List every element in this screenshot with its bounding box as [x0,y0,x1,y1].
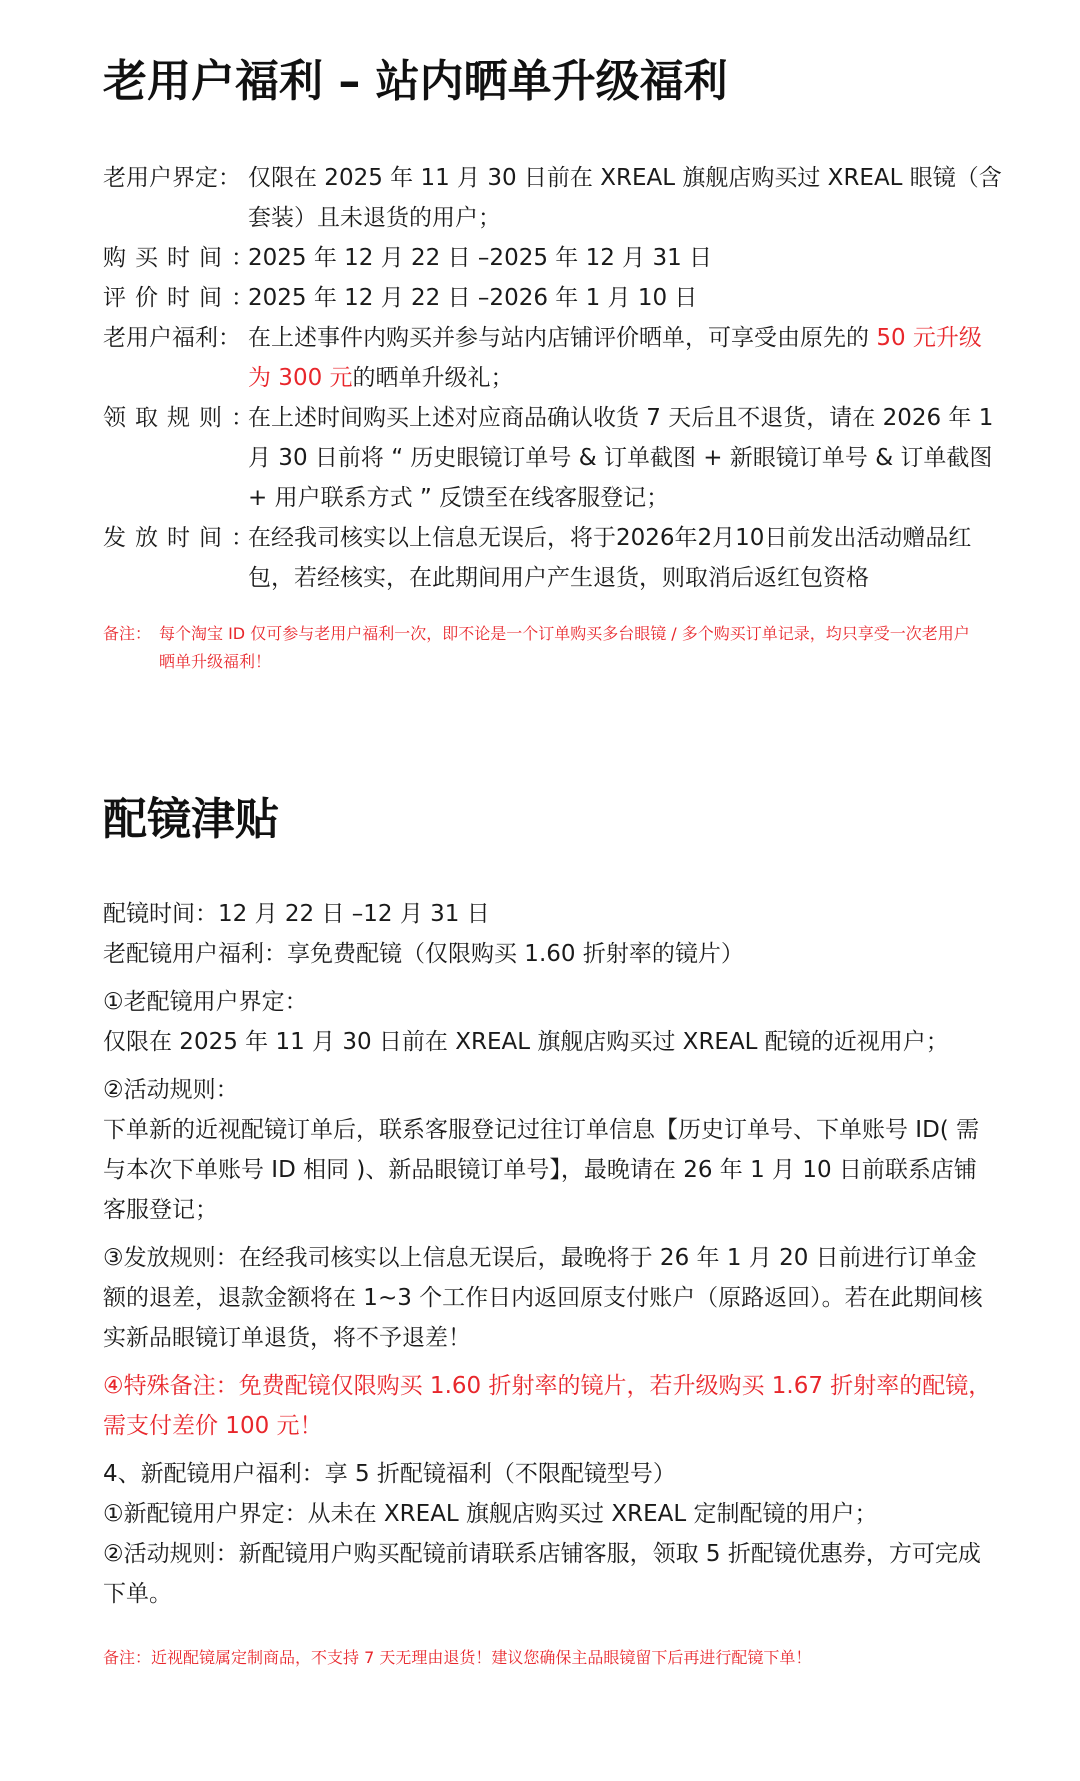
row-claim-rules [103,398,1003,518]
row-old-user-definition [103,158,1003,238]
new-user-definition: ①新配镜用户界定：从未在 XREAL 旗舰店购买过 XREAL 定制配镜的用户； [103,1501,878,1527]
note-label: 备注： [103,624,152,643]
fitting-time: 配镜时间：12 月 22 日 –12 月 31 日 [103,901,490,927]
row-review-time [103,278,1003,318]
special-note-text: ④特殊备注：免费配镜仅限购买 1.60 折射率的镜片，若升级购买 1.67 折射率的配镜，需支付差价 100 元！ [103,1373,992,1439]
row-label: 老用户界定： [103,165,241,191]
row-value [248,318,1003,398]
section2-note: 备注：近视配镜属定制商品，不支持 7 天无理由退货！建议您确保主品眼镜留下后再进行配镜下单！ [103,1648,812,1667]
benefit-highlight: 50 元升级为 300 元 [248,325,982,391]
row-purchase-time [103,238,1003,278]
row-issue-time [103,518,1003,598]
row-label: 购买时间： [103,245,263,271]
row-label: 发放时间： [103,525,263,551]
row-label: 评价时间： [103,285,263,311]
activity-rules-title: ②活动规则： [103,1077,239,1103]
issue-rules-text: ③发放规则：在经我司核实以上信息无误后，最晚将于 26 年 1 月 20 日前进行订单金额的退差，退款金额将在 1~3 个工作日内返回原支付账户（原路返回）。若在此期间核实新品眼镜订单退货，将不予退差！ [103,1245,983,1351]
row-old-user-benefit [103,318,1003,398]
new-user-activity-rules: ②活动规则：新配镜用户购买配镜前请联系店铺客服，领取 5 折配镜优惠券，方可完成下单。 [103,1541,981,1607]
new-user-benefit-title: 4、新配镜用户福利：享 5 折配镜福利（不限配镜型号） [103,1461,676,1487]
row-label: 老用户福利： [103,325,241,351]
row-value: 仅限在 2025 年 11 月 30 日前在 XREAL 旗舰店购买过 XREAL 眼镜（含套装）且未退货的用户； [248,165,1002,231]
row-value: 在上述时间购买上述对应商品确认收货 7 天后且不退货，请在 2026 年 1 月 30 日前将 “ 历史眼镜订单号 & 订单截图 + 新眼镜订单号 & 订单截图 + 用户联系方式 ” 反馈至在线客服登记； [248,405,994,511]
benefit-text: 在上述事件内购买并参与站内店铺评价晒单，可享受由原先的 [248,325,877,351]
benefit-text-suffix: 的晒单升级礼； [352,365,514,391]
section1-title: 老用户福利 – 站内晒单升级福利 [103,56,728,107]
row-value: 2025 年 12 月 22 日 –2025 年 12 月 31 日 [248,245,713,271]
row-label: 领取规则： [103,405,263,431]
old-user-definition-title: ①老配镜用户界定： [103,989,308,1015]
activity-rules-text: 下单新的近视配镜订单后，联系客服登记过往订单信息【历史订单号、下单账号 ID( 需与本次下单账号 ID 相同 )、新品眼镜订单号】，最晚请在 26 年 1 月 10 日前联系店铺客服登记； [103,1117,980,1223]
note-text: 每个淘宝 ID 仅可参与老用户福利一次，即不论是一个订单购买多台眼镜 / 多个购买订单记录，均只享受一次老用户晒单升级福利！ [159,624,970,671]
row-value: 在经我司核实以上信息无误后，将于2026年2月10日前发出活动赠品红包，若经核实，在此期间用户产生退货，则取消后返红包资格 [248,525,972,591]
row-value: 2025 年 12 月 22 日 –2026 年 1 月 10 日 [248,285,698,311]
section2-title: 配镜津贴 [103,794,279,845]
section1-note [103,620,983,676]
old-fitting-benefit: 老配镜用户福利：享免费配镜（仅限购买 1.60 折射率的镜片） [103,941,744,967]
old-user-definition-text: 仅限在 2025 年 11 月 30 日前在 XREAL 旗舰店购买过 XREAL 配镜的近视用户； [103,1029,949,1055]
